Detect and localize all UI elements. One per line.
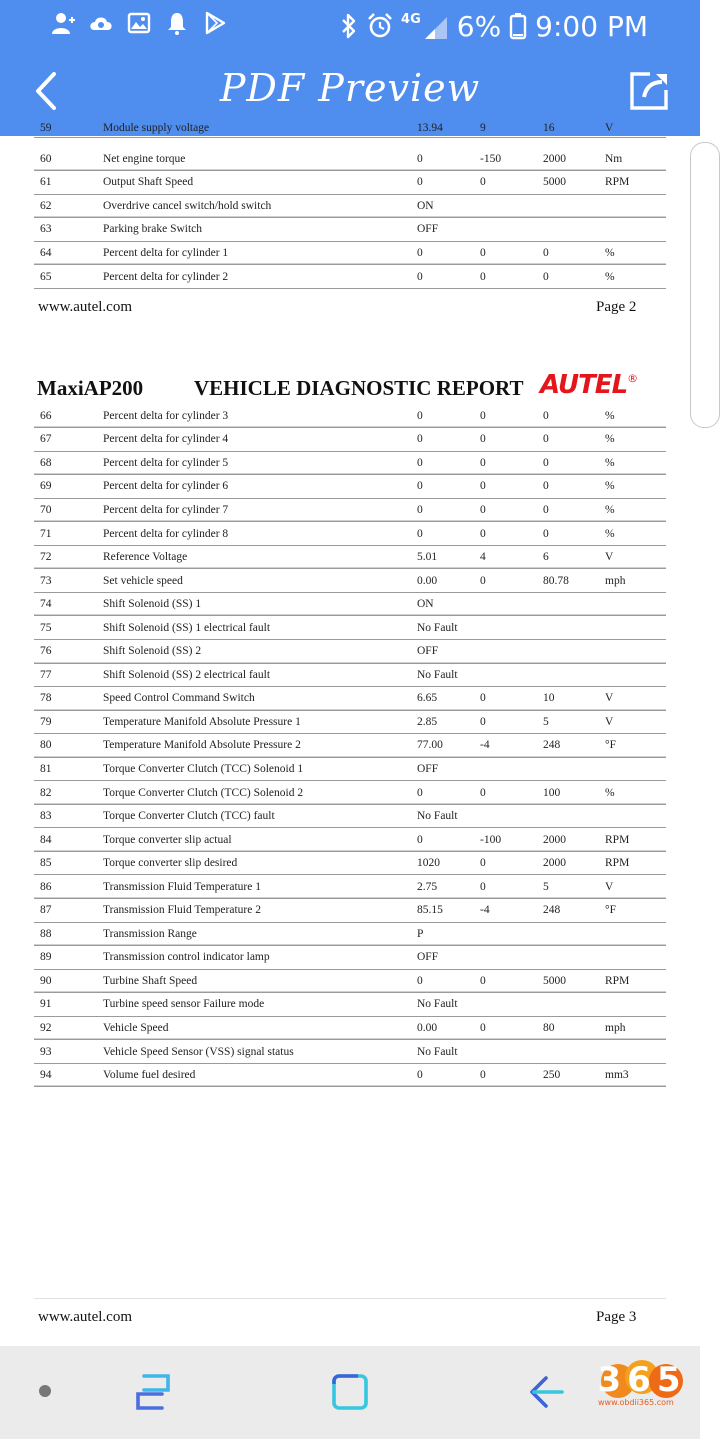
cell-max: 2000: [543, 851, 605, 875]
cell-name: Temperature Manifold Absolute Pressure 1: [103, 710, 417, 734]
cell-name: Shift Solenoid (SS) 1: [103, 592, 417, 616]
cell-num: 92: [34, 1016, 103, 1040]
cell-min: [480, 592, 543, 616]
cell-min: -150: [480, 147, 543, 171]
cell-min: 4: [480, 545, 543, 569]
cell-unit: V: [605, 545, 666, 569]
cell-unit: [605, 804, 666, 828]
cell-min: 0: [480, 265, 543, 289]
table-row-partial: [34, 122, 666, 138]
cell-num: 82: [34, 781, 103, 805]
cell-max: 16: [543, 122, 555, 134]
table-row: [34, 1016, 666, 1040]
cell-name: Shift Solenoid (SS) 2: [103, 639, 417, 663]
cell-num: 74: [34, 592, 103, 616]
cell-unit: %: [605, 522, 666, 546]
report-model: MaxiAP200: [37, 376, 144, 400]
cell-min: -4: [480, 734, 543, 758]
footer-url: www.autel.com: [38, 299, 132, 315]
cell-num: 75: [34, 616, 103, 640]
app-header: [0, 0, 700, 136]
cell-num: 85: [34, 851, 103, 875]
cell-unit: RPM: [605, 828, 666, 852]
cell-name: Percent delta for cylinder 4: [103, 428, 417, 452]
registered-mark: ®: [627, 372, 638, 385]
cell-name: Torque Converter Clutch (TCC) fault: [103, 804, 417, 828]
cell-name: Reference Voltage: [103, 545, 417, 569]
cell-name: Transmission Range: [103, 922, 417, 946]
back-nav-button[interactable]: [524, 1372, 568, 1412]
cell-unit: °F: [605, 898, 666, 922]
table-row: [34, 404, 666, 428]
cell-unit: [605, 663, 666, 687]
table-row: [34, 804, 666, 828]
notification-bell-icon: [164, 10, 190, 36]
cell-value: 0: [417, 475, 480, 499]
status-bar-notifications: [50, 10, 228, 36]
cell-value: 0: [417, 969, 480, 993]
cell-value: 0: [417, 498, 480, 522]
cell-unit: [605, 194, 666, 218]
cell-num: 73: [34, 569, 103, 593]
cell-num: 77: [34, 663, 103, 687]
table-row: [34, 147, 666, 171]
cell-value: 0: [417, 828, 480, 852]
cell-num: 62: [34, 194, 103, 218]
cell-num: 64: [34, 241, 103, 265]
cell-value: 77.00: [417, 734, 480, 758]
cell-value: No Fault: [417, 1040, 480, 1064]
table-row: [34, 1040, 666, 1064]
home-icon: [334, 1376, 366, 1408]
cell-num: 83: [34, 804, 103, 828]
cell-value: 2.85: [417, 710, 480, 734]
table-row: [34, 569, 666, 593]
cell-min: [480, 946, 543, 970]
cell-num: 67: [34, 428, 103, 452]
cell-value: No Fault: [417, 993, 480, 1017]
cell-unit: mm3: [605, 1063, 666, 1087]
clock: 9:00 PM: [535, 9, 648, 43]
cell-min: [480, 1040, 543, 1064]
table-row: [34, 710, 666, 734]
cell-max: 80.78: [543, 569, 605, 593]
cell-unit: %: [605, 404, 666, 428]
cell-name: Percent delta for cylinder 3: [103, 404, 417, 428]
brand-name: AUTEL: [540, 370, 628, 400]
cloud-sync-icon: [88, 10, 114, 36]
table-row: [34, 734, 666, 758]
cell-unit: %: [605, 781, 666, 805]
cell-unit: [605, 946, 666, 970]
cell-num: 72: [34, 545, 103, 569]
cell-unit: [605, 757, 666, 781]
cell-unit: %: [605, 498, 666, 522]
cell-value: 0: [417, 781, 480, 805]
table-row: [34, 498, 666, 522]
cell-unit: %: [605, 428, 666, 452]
cell-max: 80: [543, 1016, 605, 1040]
table-row: [34, 592, 666, 616]
cell-value: 0: [417, 265, 480, 289]
status-bar-system: [339, 6, 648, 46]
cell-unit: °F: [605, 734, 666, 758]
cell-unit: %: [605, 475, 666, 499]
cell-num: 65: [34, 265, 103, 289]
cell-min: 0: [480, 875, 543, 899]
scroll-handle[interactable]: [690, 142, 720, 428]
cell-num: 87: [34, 898, 103, 922]
cell-min: 0: [480, 475, 543, 499]
cell-num: 79: [34, 710, 103, 734]
table-row: [34, 828, 666, 852]
cell-max: 6: [543, 545, 605, 569]
cell-max: 2000: [543, 147, 605, 171]
cell-max: 0: [543, 498, 605, 522]
cell-value: 0: [417, 147, 480, 171]
table-row: [34, 898, 666, 922]
cell-num: 81: [34, 757, 103, 781]
cell-min: 0: [480, 569, 543, 593]
table-row: [34, 993, 666, 1017]
cell-max: 5000: [543, 969, 605, 993]
cell-name: Percent delta for cylinder 8: [103, 522, 417, 546]
cell-unit: RPM: [605, 171, 666, 195]
cell-name: Shift Solenoid (SS) 2 electrical fault: [103, 663, 417, 687]
cell-min: 0: [480, 498, 543, 522]
cell-value: 85.15: [417, 898, 480, 922]
cell-min: 0: [480, 851, 543, 875]
footer-page-number: Page 3: [596, 1309, 637, 1325]
cell-num: 89: [34, 946, 103, 970]
cell-max: [543, 946, 605, 970]
cell-unit: %: [605, 451, 666, 475]
cell-min: [480, 616, 543, 640]
signal-strength-icon: [423, 11, 449, 41]
data-table-page-2: [34, 147, 666, 289]
footer-divider: [34, 1298, 666, 1299]
cell-value: 13.94: [417, 122, 443, 134]
cell-max: 0: [543, 522, 605, 546]
cell-num: 80: [34, 734, 103, 758]
cell-value: OFF: [417, 639, 480, 663]
cell-max: 248: [543, 898, 605, 922]
cell-max: 10: [543, 687, 605, 711]
cell-name: Speed Control Command Switch: [103, 687, 417, 711]
cell-value: 0.00: [417, 1016, 480, 1040]
report-title: VEHICLE DIAGNOSTIC REPORT: [194, 376, 524, 400]
network-type-label: 4G: [401, 12, 421, 27]
cell-unit: [605, 218, 666, 242]
cell-name: Shift Solenoid (SS) 1 electrical fault: [103, 616, 417, 640]
cell-num: 91: [34, 993, 103, 1017]
table-row: [34, 1063, 666, 1087]
table-row: [34, 171, 666, 195]
data-table-page-3: [34, 404, 666, 1087]
cell-min: 0: [480, 171, 543, 195]
cell-name: Parking brake Switch: [103, 218, 417, 242]
cell-unit: Nm: [605, 147, 666, 171]
cell-min: 0: [480, 428, 543, 452]
cell-unit: mph: [605, 569, 666, 593]
cell-min: 0: [480, 522, 543, 546]
cell-num: 59: [40, 122, 52, 134]
cell-value: P: [417, 922, 480, 946]
cell-num: 88: [34, 922, 103, 946]
cell-num: 76: [34, 639, 103, 663]
cell-min: 0: [480, 710, 543, 734]
table-row: [34, 218, 666, 242]
cell-num: 60: [34, 147, 103, 171]
cell-name: Transmission control indicator lamp: [103, 946, 417, 970]
cell-value: 0: [417, 171, 480, 195]
cell-num: 63: [34, 218, 103, 242]
cell-value: 0.00: [417, 569, 480, 593]
cell-num: 86: [34, 875, 103, 899]
cell-min: 0: [480, 1063, 543, 1087]
cell-num: 61: [34, 171, 103, 195]
cell-min: 0: [480, 969, 543, 993]
cell-num: 66: [34, 404, 103, 428]
cell-unit: V: [605, 122, 614, 134]
cell-num: 90: [34, 969, 103, 993]
table-row: [34, 946, 666, 970]
cell-value: 1020: [417, 851, 480, 875]
table-row: [34, 616, 666, 640]
table-row: [34, 475, 666, 499]
page-title: PDF Preview: [219, 66, 481, 110]
cell-name: Turbine speed sensor Failure mode: [103, 993, 417, 1017]
cell-name: Torque converter slip actual: [103, 828, 417, 852]
cell-num: 84: [34, 828, 103, 852]
cell-max: 2000: [543, 828, 605, 852]
cell-name: Overdrive cancel switch/hold switch: [103, 194, 417, 218]
cell-max: 100: [543, 781, 605, 805]
cell-max: [543, 804, 605, 828]
cell-unit: [605, 639, 666, 663]
cell-min: [480, 194, 543, 218]
cell-num: 93: [34, 1040, 103, 1064]
cell-max: [543, 592, 605, 616]
cell-name: Percent delta for cylinder 5: [103, 451, 417, 475]
cell-min: [480, 757, 543, 781]
bluetooth-icon: [339, 11, 359, 41]
brand-logo: [540, 370, 637, 400]
table-row: [34, 969, 666, 993]
share-export-icon: [632, 74, 667, 108]
cell-name: Vehicle Speed Sensor (VSS) signal status: [103, 1040, 417, 1064]
cell-name: Transmission Fluid Temperature 1: [103, 875, 417, 899]
cell-name: Torque Converter Clutch (TCC) Solenoid 2: [103, 781, 417, 805]
cell-value: OFF: [417, 946, 480, 970]
table-row: [34, 687, 666, 711]
recent-apps-icon: [138, 1376, 168, 1408]
cell-unit: V: [605, 710, 666, 734]
cell-name: Set vehicle speed: [103, 569, 417, 593]
cell-name: Vehicle Speed: [103, 1016, 417, 1040]
cell-unit: %: [605, 265, 666, 289]
cell-unit: [605, 993, 666, 1017]
cell-max: 5000: [543, 171, 605, 195]
cell-min: 0: [480, 451, 543, 475]
play-store-icon: [202, 10, 228, 36]
watermark-digits: 365: [597, 1360, 687, 1400]
footer-url: www.autel.com: [38, 1309, 132, 1325]
cell-max: [543, 922, 605, 946]
cell-unit: mph: [605, 1016, 666, 1040]
table-row: [34, 851, 666, 875]
cell-max: 0: [543, 404, 605, 428]
cell-min: [480, 639, 543, 663]
cell-name: Percent delta for cylinder 7: [103, 498, 417, 522]
table-row: [34, 522, 666, 546]
cell-unit: RPM: [605, 969, 666, 993]
cell-max: [543, 639, 605, 663]
cell-max: [543, 218, 605, 242]
cell-min: 9: [480, 122, 486, 134]
battery-percent: 6%: [456, 9, 502, 43]
nav-dot-button[interactable]: [36, 1382, 54, 1400]
watermark-url: www.obdii365.com: [598, 1398, 674, 1407]
cell-name: Torque converter slip desired: [103, 851, 417, 875]
cell-max: 248: [543, 734, 605, 758]
cell-value: 0: [417, 451, 480, 475]
table-row: [34, 194, 666, 218]
cell-name: Percent delta for cylinder 1: [103, 241, 417, 265]
cell-min: 0: [480, 687, 543, 711]
cell-max: [543, 663, 605, 687]
footer-page-number: Page 2: [596, 299, 637, 315]
cell-value: 0: [417, 404, 480, 428]
cell-name: Module supply voltage: [103, 122, 210, 134]
cell-unit: %: [605, 241, 666, 265]
cell-min: 0: [480, 404, 543, 428]
table-row: [34, 757, 666, 781]
table-row: [34, 545, 666, 569]
cell-value: ON: [417, 194, 480, 218]
table-row: [34, 663, 666, 687]
cell-max: 250: [543, 1063, 605, 1087]
cell-name: Torque Converter Clutch (TCC) Solenoid 1: [103, 757, 417, 781]
cell-name: Percent delta for cylinder 6: [103, 475, 417, 499]
cell-max: 0: [543, 428, 605, 452]
cell-num: 70: [34, 498, 103, 522]
cell-name: Transmission Fluid Temperature 2: [103, 898, 417, 922]
table-row: [34, 922, 666, 946]
cell-max: [543, 1040, 605, 1064]
share-button[interactable]: [628, 70, 670, 112]
cell-unit: RPM: [605, 851, 666, 875]
cell-value: ON: [417, 592, 480, 616]
cell-num: 69: [34, 475, 103, 499]
cell-unit: [605, 592, 666, 616]
cell-max: 0: [543, 241, 605, 265]
cell-value: 0: [417, 428, 480, 452]
cell-value: 5.01: [417, 545, 480, 569]
cell-min: [480, 993, 543, 1017]
alarm-icon: [365, 11, 395, 41]
cell-num: 94: [34, 1063, 103, 1087]
cell-name: Percent delta for cylinder 2: [103, 265, 417, 289]
cell-unit: [605, 922, 666, 946]
cell-name: Net engine torque: [103, 147, 417, 171]
gallery-icon: [126, 10, 152, 36]
cell-max: [543, 194, 605, 218]
cell-max: 0: [543, 475, 605, 499]
cell-value: 0: [417, 522, 480, 546]
cell-max: 0: [543, 265, 605, 289]
cell-max: 0: [543, 451, 605, 475]
cell-max: 5: [543, 710, 605, 734]
table-row: [34, 875, 666, 899]
cell-value: OFF: [417, 218, 480, 242]
cell-unit: V: [605, 687, 666, 711]
recent-apps-button[interactable]: [130, 1370, 176, 1414]
battery-icon: [509, 11, 527, 41]
cell-min: [480, 218, 543, 242]
cell-unit: [605, 1040, 666, 1064]
cell-num: 78: [34, 687, 103, 711]
cell-max: [543, 757, 605, 781]
cell-name: Turbine Shaft Speed: [103, 969, 417, 993]
cell-min: 0: [480, 241, 543, 265]
cell-value: No Fault: [417, 616, 480, 640]
cell-min: 0: [480, 1016, 543, 1040]
table-row: [34, 451, 666, 475]
add-contact-icon: [50, 10, 76, 36]
cell-value: 6.65: [417, 687, 480, 711]
cell-max: [543, 993, 605, 1017]
table-row: [34, 265, 666, 289]
table-row: [34, 428, 666, 452]
back-arrow-icon: [532, 1378, 562, 1406]
cell-name: Output Shaft Speed: [103, 171, 417, 195]
pdf-document[interactable]: [0, 122, 700, 1346]
cell-min: [480, 663, 543, 687]
cell-unit: V: [605, 875, 666, 899]
cell-unit: [605, 616, 666, 640]
cell-value: 2.75: [417, 875, 480, 899]
table-row: [34, 639, 666, 663]
cell-value: No Fault: [417, 663, 480, 687]
cell-min: [480, 922, 543, 946]
cell-value: No Fault: [417, 804, 480, 828]
cell-max: 5: [543, 875, 605, 899]
cell-value: OFF: [417, 757, 480, 781]
home-button[interactable]: [328, 1370, 372, 1414]
cell-num: 68: [34, 451, 103, 475]
cell-min: -100: [480, 828, 543, 852]
cell-name: Volume fuel desired: [103, 1063, 417, 1087]
table-row: [34, 781, 666, 805]
cell-value: 0: [417, 241, 480, 265]
cell-name: Temperature Manifold Absolute Pressure 2: [103, 734, 417, 758]
cell-min: 0: [480, 781, 543, 805]
cell-min: -4: [480, 898, 543, 922]
cell-value: 0: [417, 1063, 480, 1087]
table-row: [34, 241, 666, 265]
cell-num: 71: [34, 522, 103, 546]
cell-min: [480, 804, 543, 828]
cell-max: [543, 616, 605, 640]
